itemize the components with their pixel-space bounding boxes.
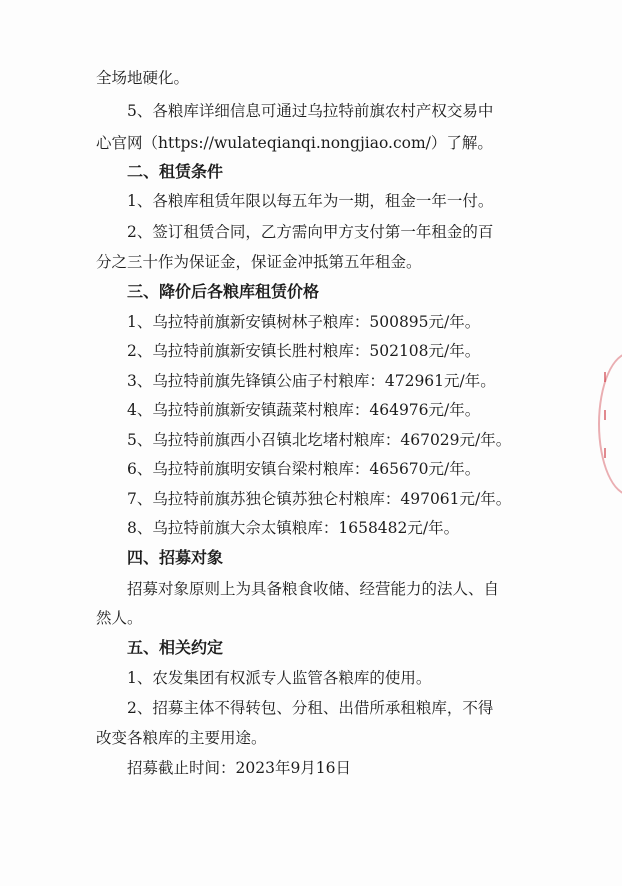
text-line: 5、各粮库详细信息可通过乌拉特前旗农村产权交易中 <box>127 102 494 120</box>
deadline-text: 招募截止时间：2023年9月16日 <box>127 759 352 777</box>
price-item: 5、乌拉特前旗西小召镇北圪堵村粮库：467029元/年。 <box>127 431 512 449</box>
price-item: 3、乌拉特前旗先锋镇公庙子村粮库：472961元/年。 <box>127 372 496 390</box>
seal-mark <box>604 448 612 458</box>
price-item: 8、乌拉特前旗大佘太镇粮库：1658482元/年。 <box>127 519 460 537</box>
text-line: 改变各粮库的主要用途。 <box>96 729 267 747</box>
section-heading-3: 三、降价后各粮库租赁价格 <box>127 282 320 301</box>
section-heading-5: 五、相关约定 <box>127 638 224 657</box>
section-heading-4: 四、招募对象 <box>127 548 224 567</box>
price-item: 4、乌拉特前旗新安镇蔬菜村粮库：464976元/年。 <box>127 401 481 419</box>
price-item: 6、乌拉特前旗明安镇台梁村粮库：465670元/年。 <box>127 460 481 478</box>
text-line: 然人。 <box>96 609 143 627</box>
seal-mark <box>604 372 612 382</box>
text-line: 2、签订租赁合同，乙方需向甲方支付第一年租金的百 <box>127 223 494 241</box>
section-heading-2: 二、租赁条件 <box>127 162 224 181</box>
text-line: 全场地硬化。 <box>96 69 190 87</box>
price-item: 1、乌拉特前旗新安镇树林子粮库：500895元/年。 <box>127 313 481 331</box>
text-line: 1、农发集团有权派专人监管各粮库的使用。 <box>127 669 432 687</box>
text-line: 分之三十作为保证金，保证金冲抵第五年租金。 <box>96 253 422 271</box>
text-line: 招募对象原则上为具备粮食收储、经营能力的法人、自 <box>127 580 500 598</box>
text-line: 2、招募主体不得转包、分租、出借所承租粮库，不得 <box>127 699 494 717</box>
price-item: 7、乌拉特前旗苏独仑镇苏独仑村粮库：497061元/年。 <box>127 490 512 508</box>
seal-mark <box>604 410 612 420</box>
text-line: 心官网（https://wulateqianqi.nongjiao.com/）了解。 <box>96 134 493 152</box>
text-line: 1、各粮库租赁年限以每五年为一期，租金一年一付。 <box>127 192 494 210</box>
price-item: 2、乌拉特前旗新安镇长胜村粮库：502108元/年。 <box>127 342 481 360</box>
